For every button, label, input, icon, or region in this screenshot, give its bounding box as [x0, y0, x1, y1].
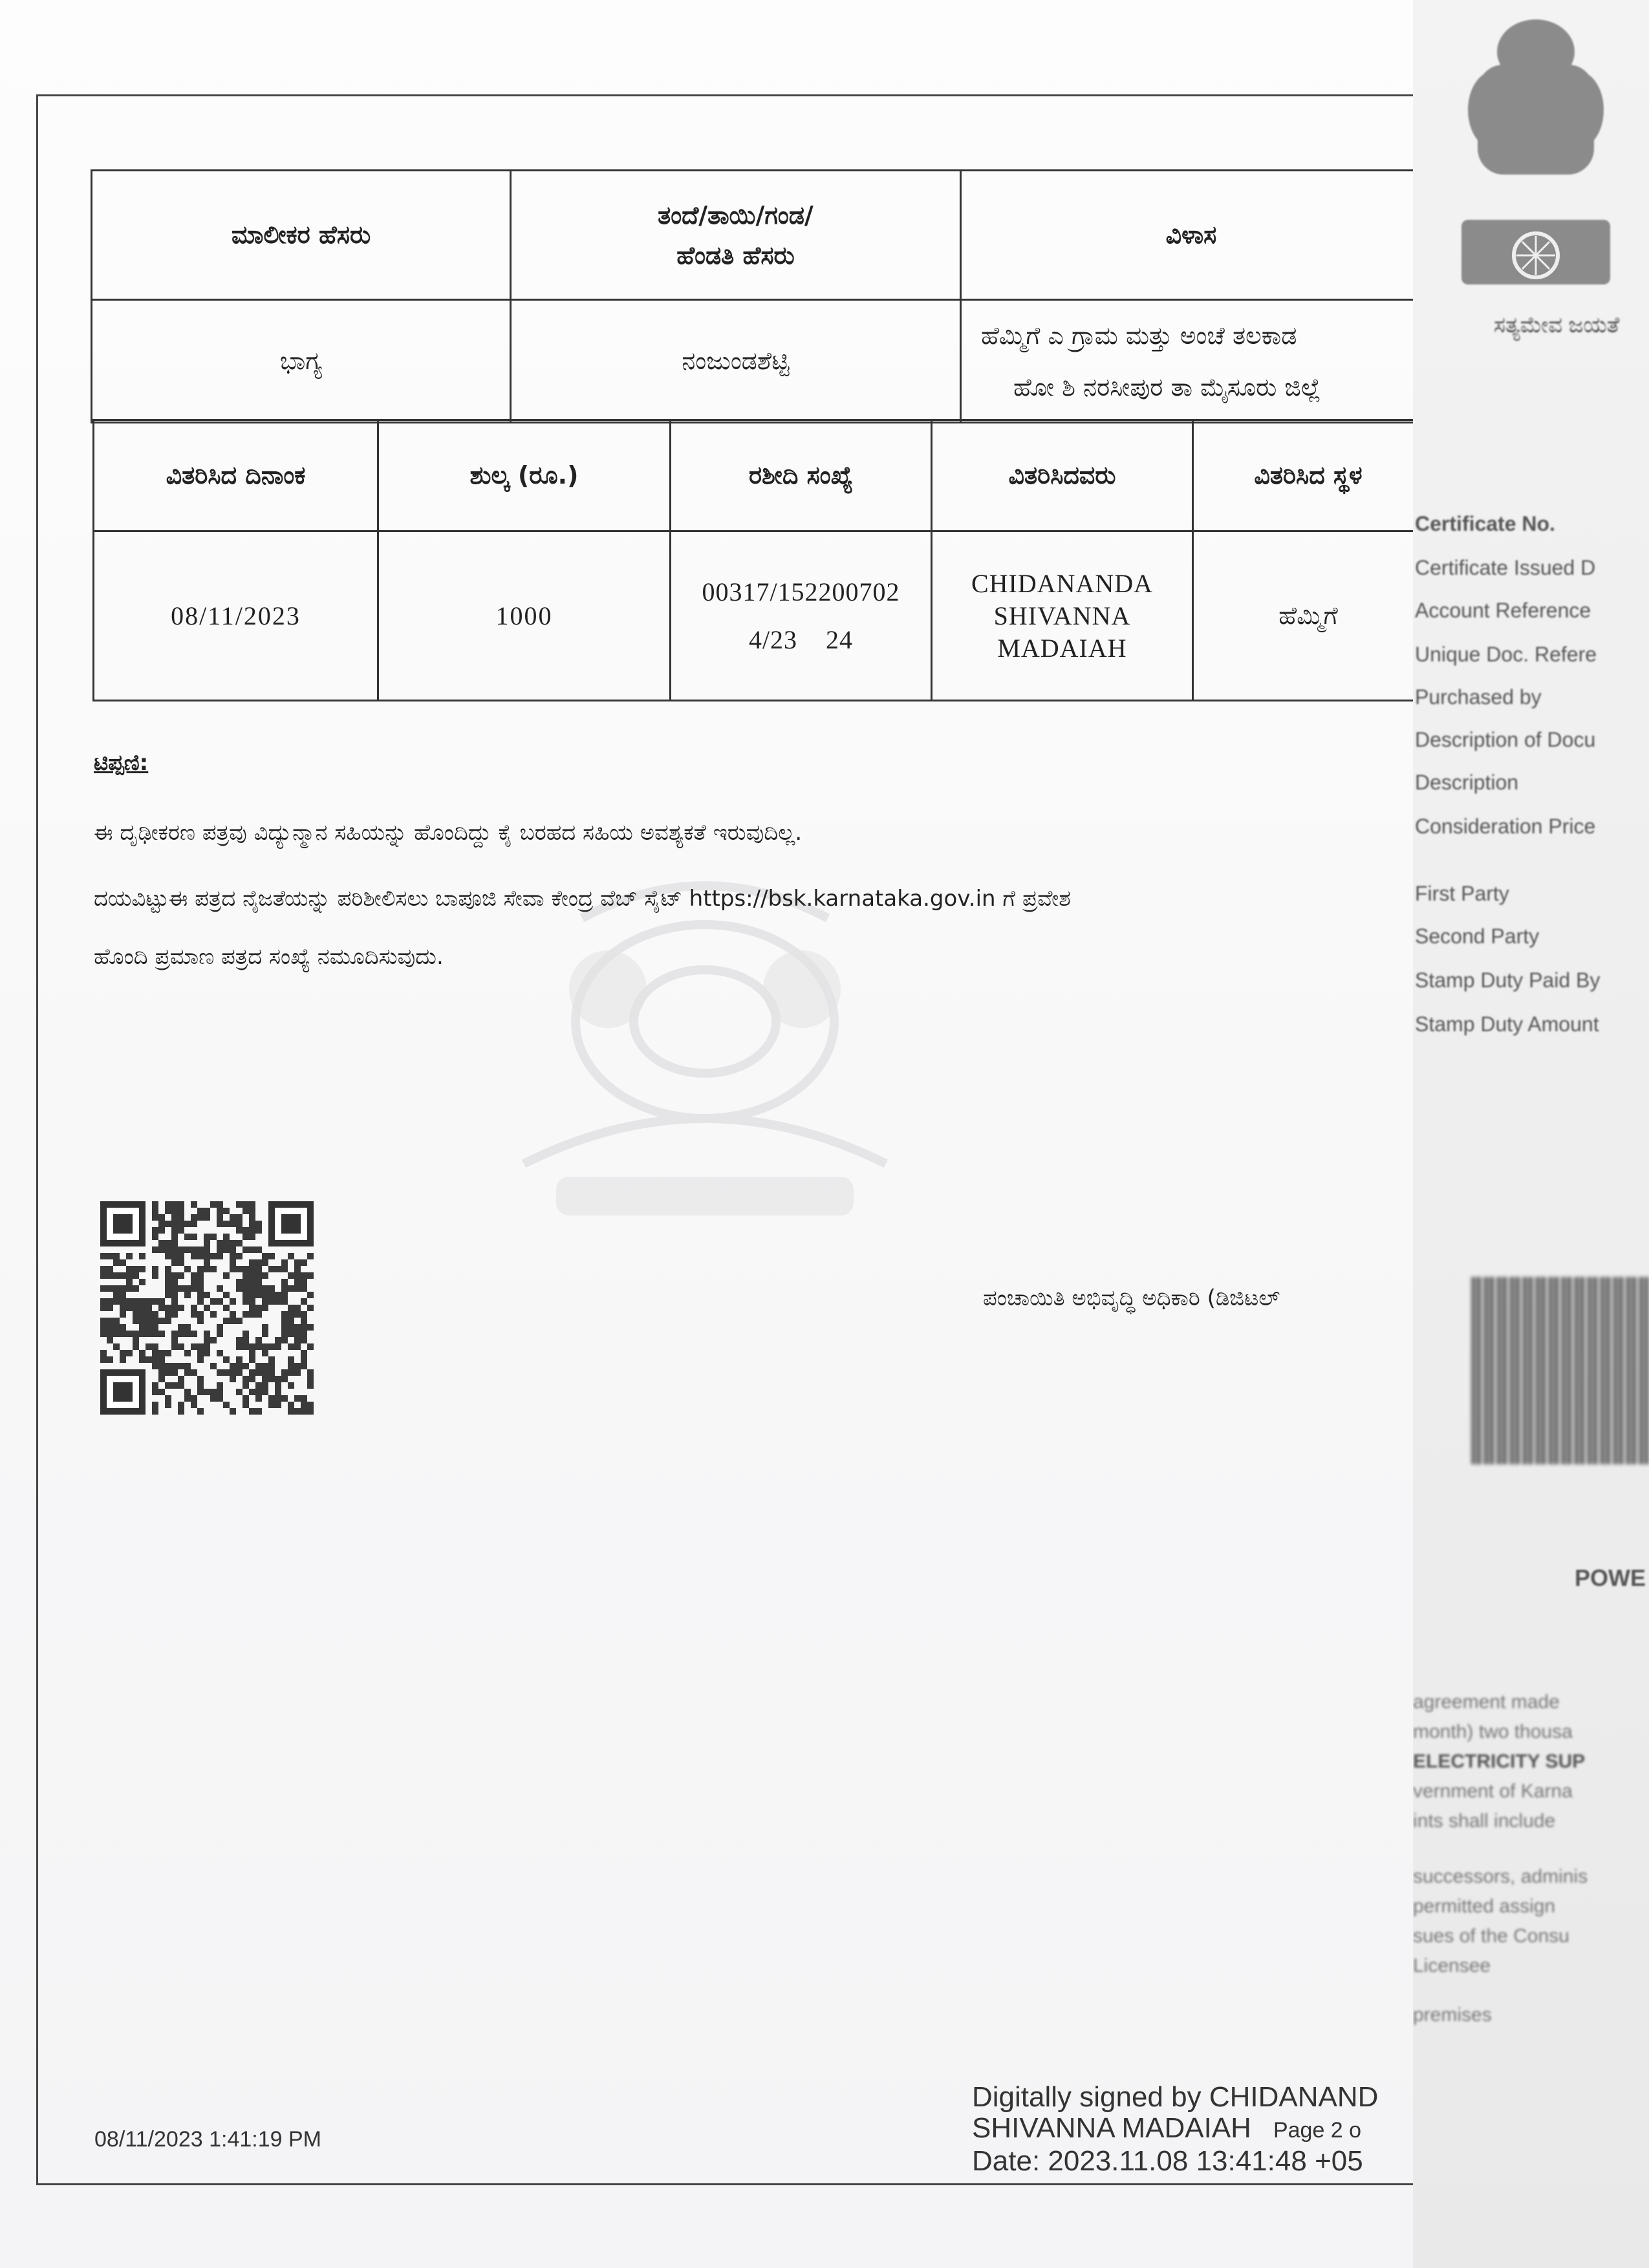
fee-value: 1000 — [378, 531, 671, 701]
print-timestamp: 08/11/2023 1:41:19 PM — [94, 2127, 321, 2152]
owner-name-value: ಭಾಗ್ಯ — [92, 300, 511, 423]
strip-label-3: Unique Doc. Refere — [1415, 643, 1597, 666]
strip-label-6: Description — [1415, 771, 1519, 794]
strip-label-8: First Party — [1415, 882, 1509, 905]
digital-signature: Digitally signed by CHIDANAND SHIVANNA MADAIAH Page 2 o Date: 2023.11.08 13:41:48 +05 — [972, 2081, 1379, 2177]
officer-label: ಪಂಚಾಯಿತಿ ಅಭಿವೃದ್ಧಿ ಅಧಿಕಾರಿ (ಡಿಜಿಟಲ್ — [983, 1285, 1280, 1311]
strip-heading: POWE — [1575, 1565, 1646, 1591]
header-issued-date: ವಿತರಿಸಿದ ದಿನಾಂಕ — [94, 420, 378, 531]
emblem-caption: ಸತ್ಯಮೇವ ಜಯತೆ — [1494, 313, 1620, 337]
strip-label-9: Second Party — [1415, 925, 1540, 948]
owner-table — [91, 169, 1413, 423]
issued-date-value: 08/11/2023 — [94, 531, 378, 701]
address-value: ಹೆಮ್ಮಿಗೆ ಎ ಗ್ರಾಮ ಮತ್ತು ಅಂಚೆ ತಲಕಾಡ ಹೋ ಶಿ ನರಸೀಪುರ ತಾ ಮೈಸೂರು ಜಿಲ್ಲೆ — [961, 300, 1414, 423]
header-issued-place: ವಿತರಿಸಿದ ಸ್ಥಳ — [1193, 420, 1414, 531]
stamp-barcode-icon — [1471, 1277, 1649, 1464]
adjacent-stamp-paper — [1413, 0, 1649, 2268]
header-relative-name: ತಂದೆ/ತಾಯಿ/ಗಂಡ/ ಹೆಂಡತಿ ಹೆಸರು — [511, 171, 961, 300]
strip-label-2: Account Reference — [1415, 599, 1591, 622]
header-issued-by: ವಿತರಿಸಿದವರು — [932, 420, 1193, 531]
ashoka-emblem-icon — [1442, 6, 1630, 297]
header-address: ವಿಳಾಸ — [961, 171, 1414, 300]
strip-label-7: Consideration Price — [1415, 815, 1596, 838]
relative-name-value: ನಂಜುಂಡಶೆಟ್ಟಿ — [511, 300, 961, 423]
strip-label-10: Stamp Duty Paid By — [1415, 968, 1600, 992]
strip-label-11: Stamp Duty Amount — [1415, 1012, 1599, 1036]
strip-label-0: Certificate No. — [1415, 512, 1555, 535]
page-label: Page 2 o — [1273, 2118, 1362, 2143]
strip-label-5: Description of Docu — [1415, 728, 1596, 751]
header-receipt-number: ರಶೀದಿ ಸಂಖ್ಯೆ — [671, 420, 932, 531]
receipt-number-value: 00317/152200702 4/23 24 — [671, 531, 932, 701]
note-line-1: ಈ ದೃಢೀಕರಣ ಪತ್ರವು ವಿದ್ಯುನ್ಮಾನ ಸಹಿಯನ್ನು ಹೊಂದಿದ್ದು ಕೈ ಬರಹದ ಸಹಿಯ ಅವಶ್ಯಕತೆ ಇರುವುದಿಲ್ಲ. — [94, 820, 803, 846]
issued-by-value: CHIDANANDA SHIVANNA MADAIAH — [932, 531, 1193, 701]
header-fee: ಶುಲ್ಕ (ರೂ.) — [378, 420, 671, 531]
note-line-2: ದಯವಿಟ್ಟುಈ ಪತ್ರದ ನೈಜತೆಯನ್ನು ಪರಿಶೀಲಿಸಲು ಬಾಪೂಜಿ ಸೇವಾ ಕೇಂದ್ರ ವೆಬ್ ಸೈಟ್ https://bsk.karnataka.gov.in ಗೆ ಪ್ರವೇಶ — [94, 886, 1071, 912]
qr-code-icon — [100, 1201, 314, 1415]
strip-label-1: Certificate Issued D — [1415, 556, 1596, 579]
issued-place-value: ಹೆಮ್ಮಿಗೆ — [1193, 531, 1414, 701]
note-title: ಟಿಪ್ಪಣಿ: — [94, 750, 149, 776]
strip-body-text: agreement made month) two thousa ELECTRICITY SUP vernment of Karna ints shall include successors, adminis permitted assign sues of the Consu Licensee premises — [1413, 1691, 1588, 2026]
strip-label-4: Purchased by — [1415, 685, 1542, 709]
header-owner-name: ಮಾಲೀಕರ ಹೆಸರು — [92, 171, 511, 300]
issue-table — [92, 419, 1413, 701]
note-line-3: ಹೊಂದಿ ಪ್ರಮಾಣ ಪತ್ರದ ಸಂಖ್ಯೆ ನಮೂದಿಸುವುದು. — [94, 944, 444, 970]
